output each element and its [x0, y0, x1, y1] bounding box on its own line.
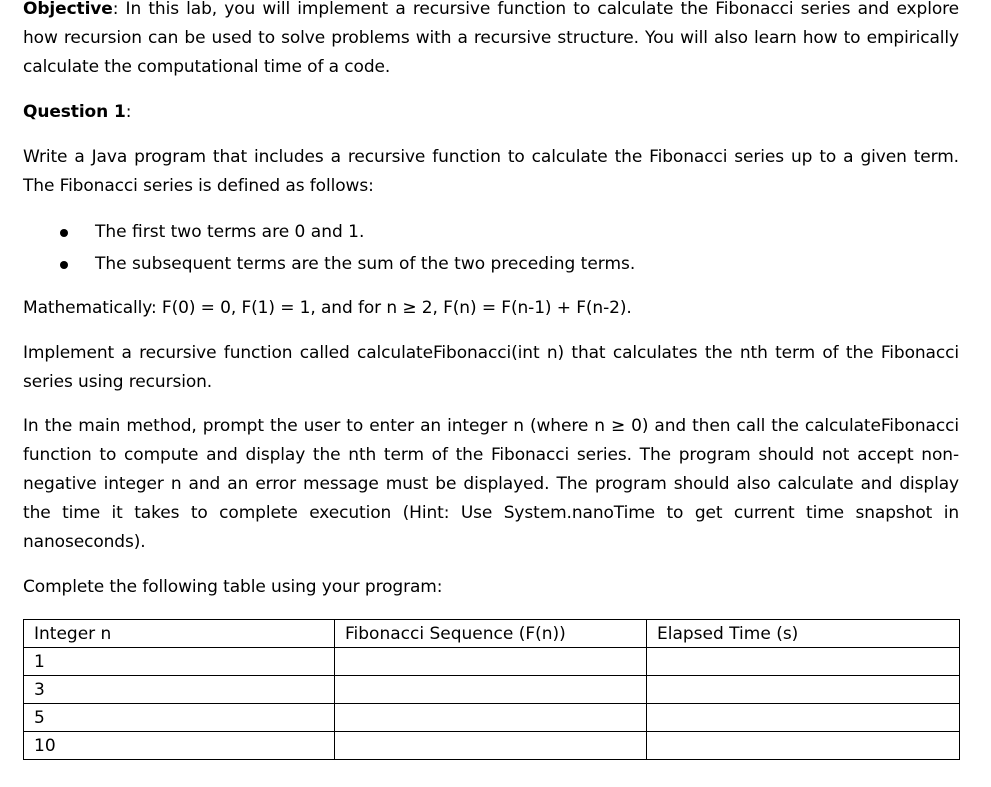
objective-label: Objective	[23, 0, 113, 19]
cell-elapsed-time[interactable]	[647, 648, 960, 676]
header-elapsed-time: Elapsed Time (s)	[647, 620, 960, 648]
bullet-dot-icon	[60, 229, 68, 237]
implement-paragraph: Implement a recursive function called calculateFibonacci(int n) that calculates the nth term of the Fibonacci series using recursion.	[23, 343, 959, 392]
cell-fibonacci[interactable]	[335, 732, 647, 760]
objective-text: : In this lab, you will implement a recursive function to calculate the Fibonacci series and explore how recursion can be used to solve problems with a recursive structure. You will also learn how to empirically calculate the computational time of a code.	[23, 0, 959, 77]
cell-fibonacci[interactable]	[335, 648, 647, 676]
cell-fibonacci[interactable]	[335, 676, 647, 704]
table-intro: Complete the following table using your program:	[23, 577, 443, 597]
results-table	[23, 619, 960, 760]
cell-integer-n: 10	[24, 732, 335, 760]
question-label: Question 1	[23, 102, 126, 122]
main-method-paragraph: In the main method, prompt the user to enter an integer n (where n ≥ 0) and then call the calculateFibonacci function to compute and display the nth term of the Fibonacci series. The program should not accept non-negative integer n and an error message must be displayed. The program should also calculate and display the time it takes to complete execution (Hint: Use System.nanoTime to get current time snapshot in nanoseconds).	[23, 416, 959, 552]
table-row	[24, 732, 960, 760]
bullet-text: The first two terms are 0 and 1.	[95, 222, 365, 242]
cell-elapsed-time[interactable]	[647, 704, 960, 732]
table-header-row	[24, 620, 960, 648]
cell-integer-n: 5	[24, 704, 335, 732]
table-row	[24, 676, 960, 704]
intro-paragraph: Write a Java program that includes a recursive function to calculate the Fibonacci series up to a given term. The Fibonacci series is defined as follows:	[23, 147, 959, 196]
objective-paragraph	[23, 0, 959, 82]
cell-elapsed-time[interactable]	[647, 676, 960, 704]
cell-integer-n: 3	[24, 676, 335, 704]
table-row	[24, 648, 960, 676]
table-row	[24, 704, 960, 732]
header-fibonacci: Fibonacci Sequence (F(n))	[335, 620, 647, 648]
cell-integer-n: 1	[24, 648, 335, 676]
question-heading	[23, 98, 959, 127]
math-definition: Mathematically: F(0) = 0, F(1) = 1, and for n ≥ 2, F(n) = F(n-1) + F(n-2).	[23, 298, 632, 318]
bullet-dot-icon	[60, 261, 68, 269]
cell-fibonacci[interactable]	[335, 704, 647, 732]
header-integer-n: Integer n	[24, 620, 335, 648]
bullet-text: The subsequent terms are the sum of the two preceding terms.	[95, 254, 636, 274]
cell-elapsed-time[interactable]	[647, 732, 960, 760]
question-colon: :	[125, 102, 132, 122]
